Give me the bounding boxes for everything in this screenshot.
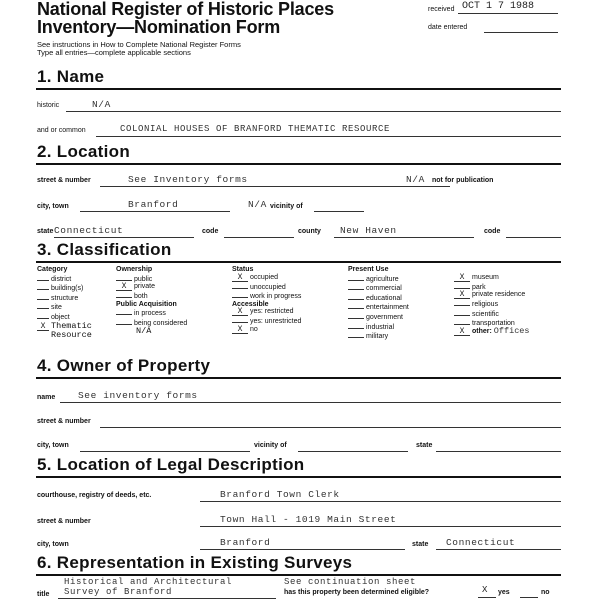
continuation-value: See continuation sheet [284,577,417,587]
legal-state-value: Connecticut [446,537,516,548]
legal-city-value: Branford [220,537,271,548]
category-heading: Category [37,266,68,273]
received-stamp: OCT 1 7 1988 [462,1,535,12]
county-value: New Haven [340,225,397,236]
city-value: Branford [128,199,179,210]
nfp-label: not for publication [432,177,494,184]
legal-street-label: street & number [37,518,91,525]
instructions-line1: See instructions in How to Complete National Register Forms [37,40,241,49]
acq-being-considered: being considered [116,318,187,328]
eligible-yes-mark: X [482,585,488,595]
section-3-heading: 3. Classification [37,240,172,259]
survey-title-line2: Survey of Branford [64,587,173,597]
owner-state-label: state [416,442,433,449]
section-5-heading: 5. Location of Legal Description [37,455,305,474]
courthouse-value: Branford Town Clerk [220,489,340,500]
legal-state-label: state [412,541,429,548]
street-value: See Inventory forms [128,174,248,185]
street-label: street & number [37,177,91,184]
legal-city-label: city, town [37,541,69,548]
state-label: state [37,228,54,235]
common-label: and or common [37,127,86,134]
acc-restricted: X yes: restricted [232,308,301,316]
own-public: public [116,274,187,284]
owner-street-label: street & number [37,418,91,425]
cat-structure: structure [37,293,92,303]
date-entered-label: date entered [428,24,468,31]
cat-resource: Resource [51,329,92,340]
status-unoccupied: unoccupied [232,282,301,292]
section-1-heading: 1. Name [37,67,105,86]
form-title-line2: Inventory—Nomination Form [37,17,281,37]
section-6-heading: 6. Representation in Existing Surveys [37,553,353,572]
historic-label: historic [37,102,60,109]
received-label: received [428,6,455,13]
cat-site: site [37,302,92,312]
own-private: X private [116,283,187,291]
instructions-line2: Type all entries—complete applicable sections [37,48,191,57]
cat-object: object [37,312,92,322]
owner-city-label: city, town [37,442,69,449]
state-value: Connecticut [54,225,124,236]
ownership-column: Ownership public X private both Public Acquisition in process being considered N/A [116,266,188,336]
section-2-heading: 2. Location [37,142,131,161]
county-label: county [298,228,321,235]
nfp-value: N/A [406,174,425,185]
common-value: COLONIAL HOUSES OF BRANFORD THEMATIC RESOURCE [120,124,391,134]
present-use-right: X museum park X private residence religious scientific transportation X other: Offices [454,266,530,336]
form-title-line1: National Register of Historic Places [37,0,334,19]
status-occupied: X occupied [232,274,301,282]
code2-label: code [484,228,501,235]
survey-title-label: title [37,591,50,598]
vicinity-value: N/A [248,199,267,210]
owner-name-label: name [37,394,56,401]
cat-district: district [37,274,92,284]
present-use-left: Present Use agriculture commercial educational entertainment government industrial military [348,266,409,341]
eligible-no-label: no [541,589,550,596]
cat-thematic: X Thematic [37,322,92,331]
courthouse-label: courthouse, registry of deeds, etc. [37,492,152,499]
acq-na: N/A [136,325,152,336]
status-work: work in progress [232,291,301,301]
code-label: code [202,228,219,235]
category-column [37,266,92,339]
acq-in-process: in process [116,308,187,318]
section-4-heading: 4. Owner of Property [37,356,211,375]
acc-unrestricted: yes: unrestricted [232,316,301,326]
own-both: both [116,291,187,301]
acc-no: X no [232,326,301,334]
eligible-yes-label: yes [498,589,510,596]
legal-street-value: Town Hall - 1019 Main Street [220,514,397,525]
survey-title-line1: Historical and Architectural [64,577,233,587]
city-label: city, town [37,203,69,210]
vicinity-label: vicinity of [270,203,303,210]
owner-vicinity-label: vicinity of [254,442,287,449]
owner-name-value: See inventory forms [78,390,198,401]
historic-value: N/A [92,99,111,110]
status-column: Status X occupied unoccupied work in progress Accessible X yes: restricted yes: unrestricted X no [232,266,302,334]
eligible-label: has this property been determined eligible? [284,589,430,596]
cat-buildings: building(s) [37,283,92,293]
